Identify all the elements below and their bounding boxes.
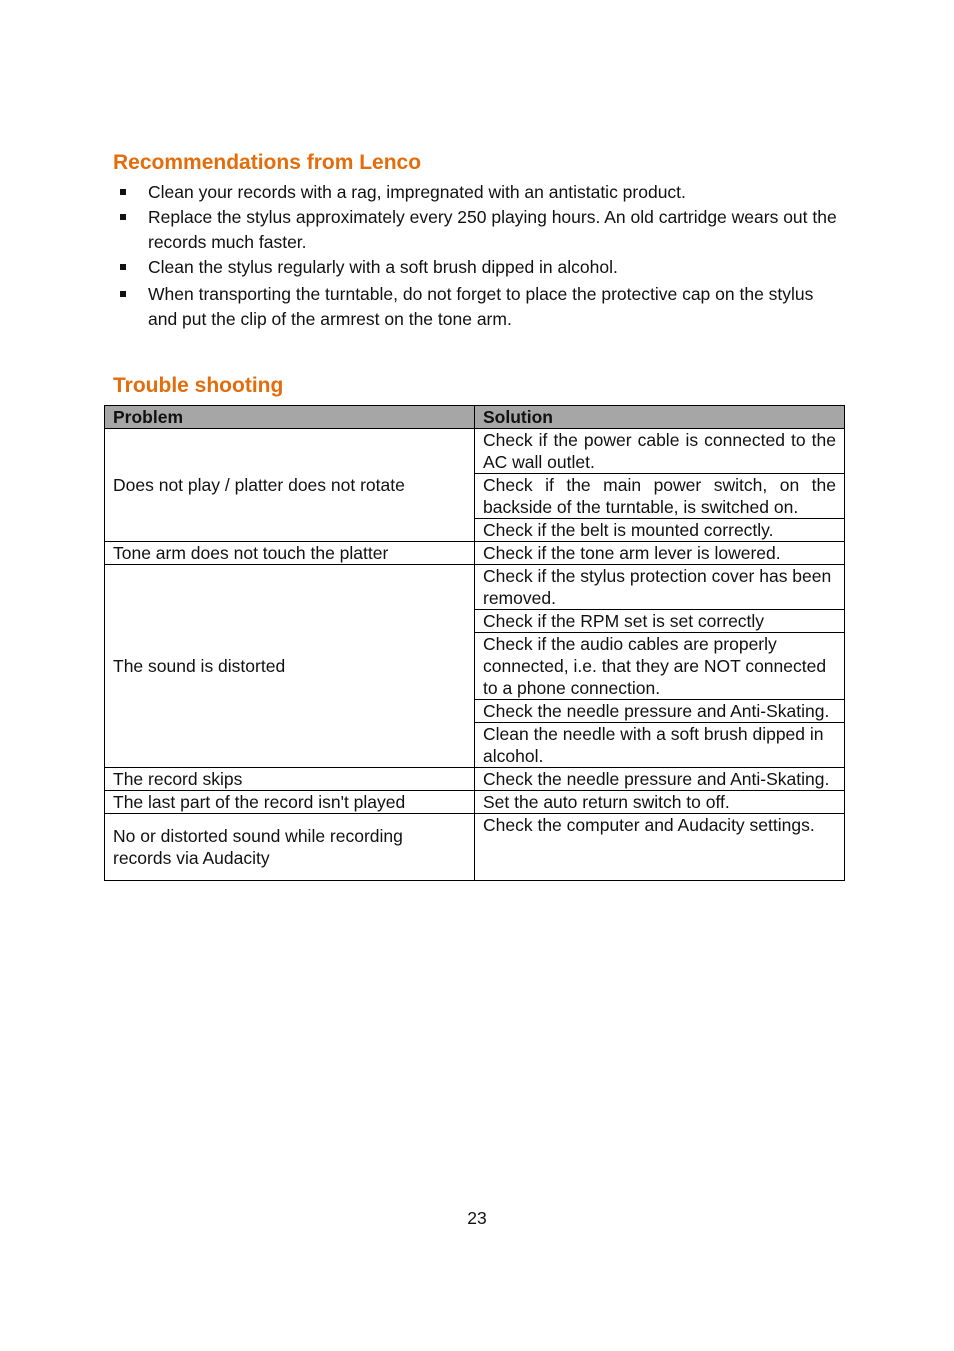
- table-row: [105, 814, 845, 881]
- recommendations-list: [113, 180, 843, 332]
- solution-cell: Check if the belt is mounted correctly.: [475, 519, 845, 542]
- solution-cell: Check if the power cable is connected to the AC wall outlet.: [475, 429, 845, 474]
- table-row: [105, 791, 845, 814]
- solution-cell: Check if the tone arm lever is lowered.: [475, 542, 845, 565]
- recommendations-heading: Recommendations from Lenco: [113, 151, 422, 174]
- solution-cell: Check if the audio cables are properly connected, i.e. that they are NOT connected to a phone connection.: [475, 633, 845, 700]
- table-row: [105, 542, 845, 565]
- problem-cell: No or distorted sound while recording records via Audacity: [105, 814, 475, 881]
- solution-cell: Check if the RPM set is set correctly: [475, 610, 845, 633]
- table-header-row: [105, 406, 845, 429]
- problem-cell: The record skips: [105, 768, 475, 791]
- list-item: Clean your records with a rag, impregnated with an antistatic product.: [113, 180, 843, 205]
- problem-cell: Tone arm does not touch the platter: [105, 542, 475, 565]
- table-row: [105, 429, 845, 474]
- page-number: 23: [467, 1208, 487, 1228]
- list-item: Replace the stylus approximately every 250 playing hours. An old cartridge wears out the records much faster.: [113, 205, 843, 255]
- list-item: Clean the stylus regularly with a soft brush dipped in alcohol.: [113, 255, 843, 280]
- problem-cell: The sound is distorted: [105, 565, 475, 768]
- troubleshooting-heading: Trouble shooting: [113, 374, 284, 397]
- problem-cell: Does not play / platter does not rotate: [105, 429, 475, 542]
- solution-cell: Check the needle pressure and Anti-Skating.: [475, 768, 845, 791]
- list-item: When transporting the turntable, do not forget to place the protective cap on the stylus and put the clip of the armrest on the tone arm.: [113, 282, 843, 332]
- table-row: [105, 565, 845, 610]
- solution-cell: Clean the needle with a soft brush dipped in alcohol.: [475, 723, 845, 768]
- solution-cell: Set the auto return switch to off.: [475, 791, 845, 814]
- solution-cell: Check if the main power switch, on the backside of the turntable, is switched on.: [475, 474, 845, 519]
- solution-cell: Check the needle pressure and Anti-Skating.: [475, 700, 845, 723]
- column-header-solution: Solution: [475, 406, 845, 429]
- column-header-problem: Problem: [105, 406, 475, 429]
- troubleshooting-table: [104, 405, 845, 881]
- problem-cell: The last part of the record isn't played: [105, 791, 475, 814]
- solution-cell: Check if the stylus protection cover has been removed.: [475, 565, 845, 610]
- table-row: [105, 768, 845, 791]
- solution-cell: Check the computer and Audacity settings.: [475, 814, 845, 881]
